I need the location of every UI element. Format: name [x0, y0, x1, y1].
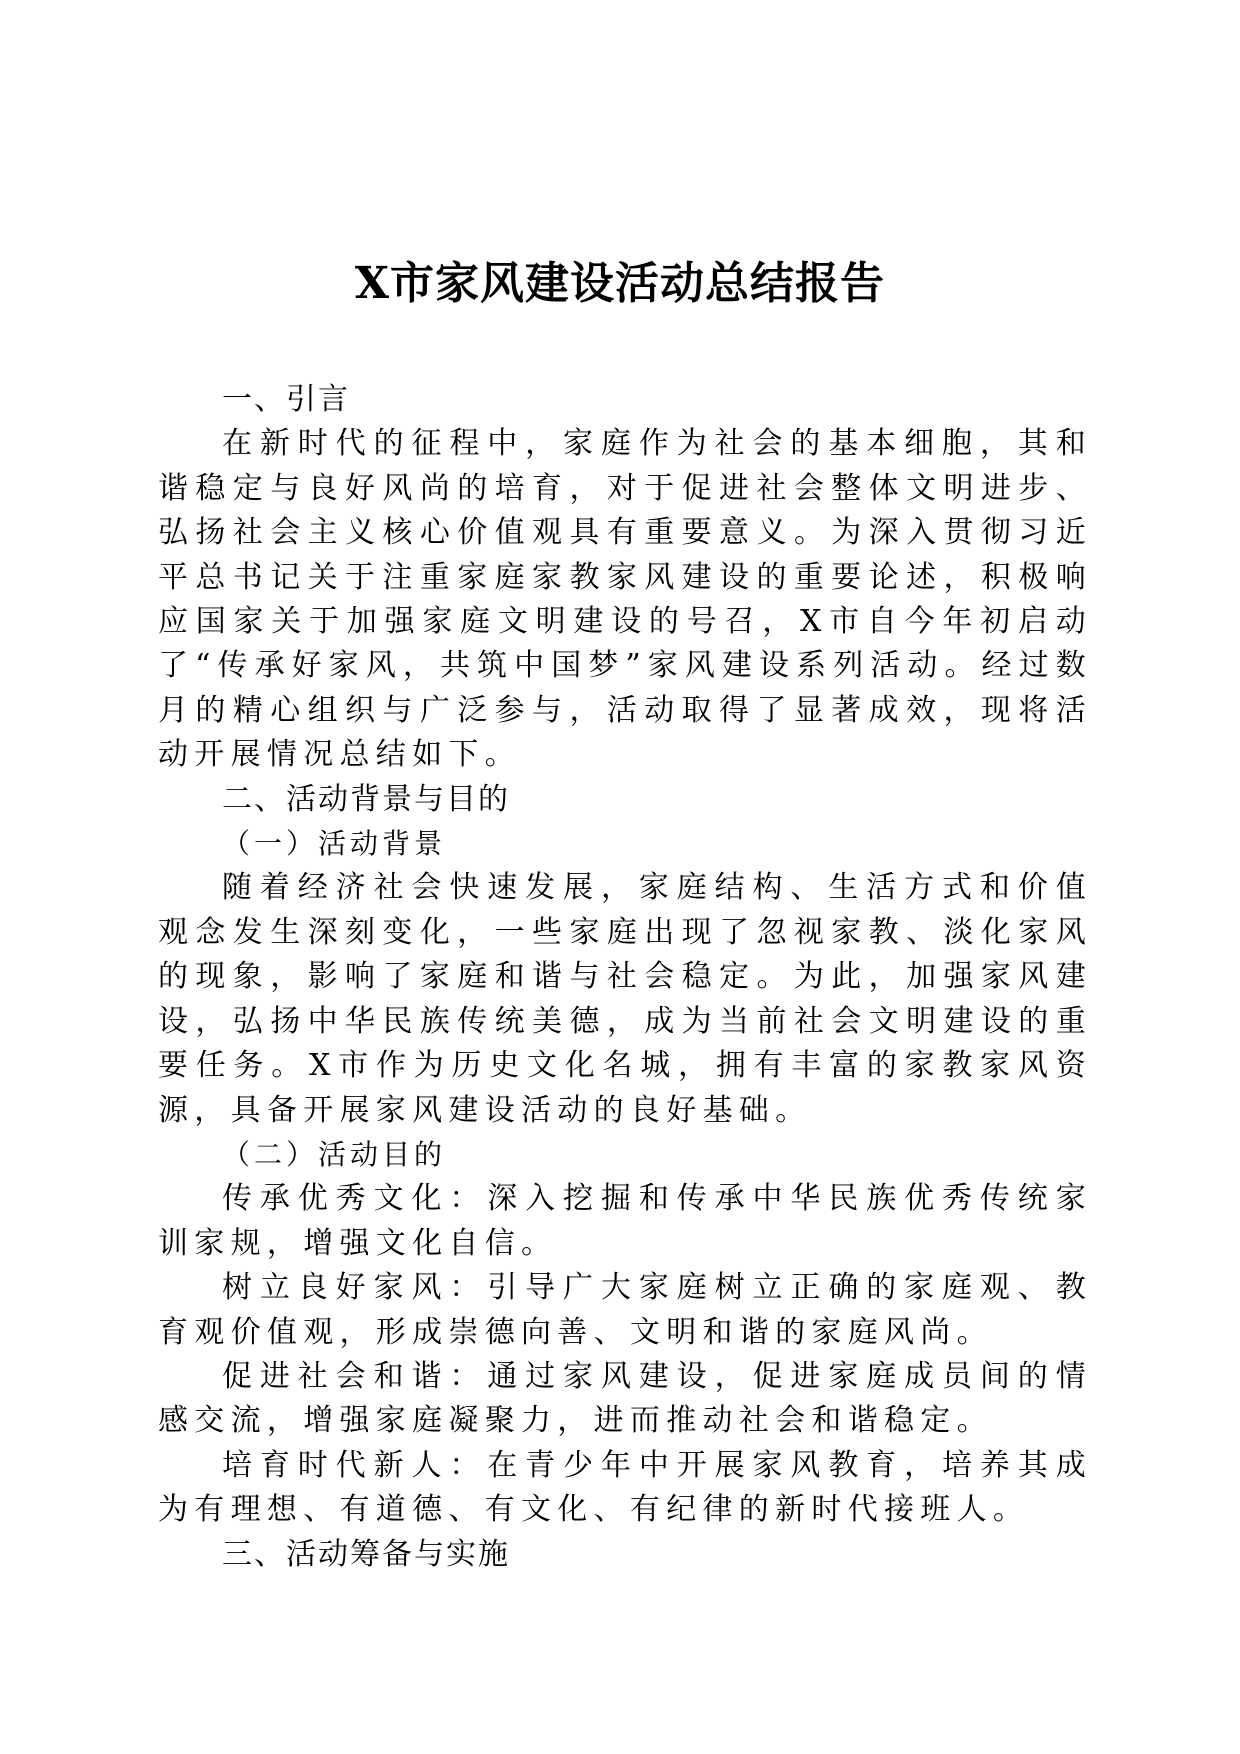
purpose-item-family-style: 树立良好家风：引导广大家庭树立正确的家庭观、教育观价值观，形成崇德向善、文明和谐的家庭风尚。	[158, 1270, 1092, 1350]
purpose-item-culture: 传承优秀文化：深入挖掘和传承中华民族优秀传统家训家规，增强文化自信。	[158, 1181, 1092, 1261]
subsection-heading-purpose: （二）活动目的	[222, 1137, 447, 1171]
section-heading-background: 二、活动背景与目的	[222, 781, 510, 817]
document-title: X市家风建设活动总结报告	[354, 258, 886, 309]
document-body	[158, 378, 1092, 1577]
background-paragraph: 随着经济社会快速发展，家庭结构、生活方式和价值观念发生深刻变化，一些家庭出现了忽视家教、淡化家风的现象，影响了家庭和谐与社会稳定。为此，加强家风建设，弘扬中华民族传统美德，成为当前社会文明建设的重要任务。X市作为历史文化名城，拥有丰富的家教家风资源，具备开展家风建设活动的良好基础。	[158, 870, 1092, 1128]
section-heading-intro: 一、引言	[222, 382, 350, 417]
intro-paragraph: 在新时代的征程中，家庭作为社会的基本细胞，其和谐稳定与良好风尚的培育，对于促进社会整体文明进步、弘扬社会主义核心价值观具有重要意义。为深入贯彻习近平总书记关于注重家庭家教家风建设的重要论述，积极响应国家关于加强家庭文明建设的号召，X市自今年初启动了“传承好家风，共筑中国梦”家风建设系列活动。经过数月的精心组织与广泛参与，活动取得了显著成效，现将活动开展情况总结如下。	[158, 426, 1092, 773]
section-heading-implementation: 三、活动筹备与实施	[222, 1536, 510, 1572]
purpose-item-harmony: 促进社会和谐：通过家风建设，促进家庭成员间的情感交流，增强家庭凝聚力，进而推动社会和谐稳定。	[158, 1358, 1092, 1439]
purpose-item-youth: 培育时代新人：在青少年中开展家风教育，培养其成为有理想、有道德、有文化、有纪律的新时代接班人。	[158, 1447, 1092, 1528]
subsection-heading-background: （一）活动背景	[222, 827, 447, 861]
